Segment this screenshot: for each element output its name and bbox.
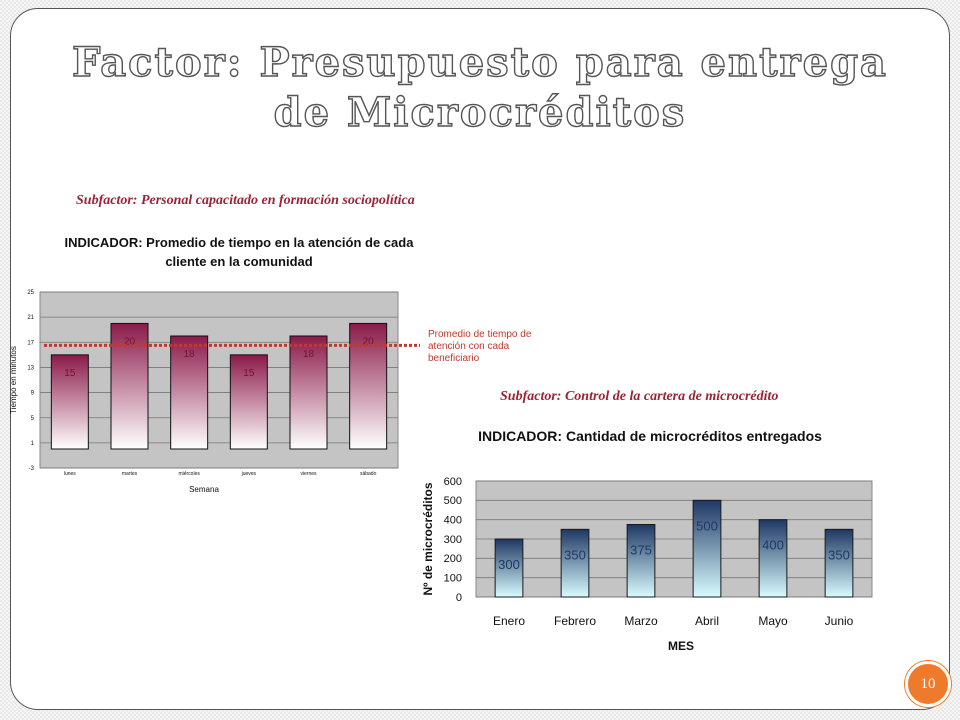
bar-Junio [825,529,853,597]
x-tick-label: Febrero [553,614,597,628]
x-tick-label: Junio [824,614,854,628]
y-tick-label: 100 [443,572,462,585]
data-label: 15 [243,367,255,379]
y-tick-label: 400 [443,514,462,527]
x-tick-label: martes [121,471,138,477]
bar-Febrero [561,529,589,597]
data-label: 500 [696,518,718,534]
subfactor-personal: Subfactor: Personal capacitado en formación sociopolítica [76,193,415,208]
chart2 [421,476,872,653]
reference-line-note: Promedio de tiempo de atención con cada beneficiario [428,329,532,364]
bar-Marzo [627,525,655,598]
data-label: 350 [564,547,586,563]
x-tick-label: Mayo [758,614,788,628]
chart2-title: INDICADOR: Cantidad de microcréditos entregados [478,428,822,444]
subfactor-cartera: Subfactor: Control de la cartera de microcrédito [500,389,779,404]
data-label: 18 [302,349,315,360]
x-tick-label: jueves [241,471,257,477]
y-tick-label: 0 [455,591,462,604]
data-label: 300 [498,557,520,572]
x-axis-title: MES [667,639,695,653]
data-label: 375 [630,542,652,558]
plot-area [40,292,398,468]
y-tick-label: 1 [30,440,34,447]
y-tick-label: -3 [28,466,34,473]
y-tick-label: 5 [30,415,34,422]
y-tick-label: 9 [30,390,34,397]
y-tick-label: 25 [27,290,34,297]
page-number-badge: 10 [905,661,951,707]
chart1-title: INDICADOR: Promedio de tiempo en la atención de cada cliente en la comunidad [64,235,414,269]
data-label: 400 [762,537,784,553]
x-tick-label: Abril [694,614,720,628]
x-tick-label: Marzo [624,614,658,628]
y-tick-label: 600 [443,475,462,488]
slide-title: Factor: Presupuesto para entrega de Microcréditos [72,39,888,136]
data-label: 18 [183,349,195,360]
y-tick-label: 300 [443,533,462,546]
data-label: 15 [64,367,76,379]
y-tick-label: 200 [443,553,462,566]
y-tick-label: 21 [27,315,34,322]
y-axis-title: Tiempo en minutos [9,346,18,414]
y-axis-title: Nº de microcréditos [421,482,435,596]
y-tick-label: 17 [27,340,34,347]
data-label: 20 [362,336,374,348]
chart1 [9,290,420,494]
x-tick-label: miércoles [178,471,200,477]
data-label: 20 [123,336,136,348]
bar-Mayo [759,520,787,597]
y-tick-label: 13 [27,365,34,372]
x-tick-label: viernes [300,471,317,477]
bar-Abril [693,500,721,597]
x-tick-label: sábado [359,471,377,477]
x-tick-label: lunes [63,471,76,477]
y-tick-label: 500 [443,495,462,508]
data-label: 350 [828,547,850,563]
x-axis-title: Semana [189,485,219,494]
x-tick-label: Enero [492,614,526,628]
